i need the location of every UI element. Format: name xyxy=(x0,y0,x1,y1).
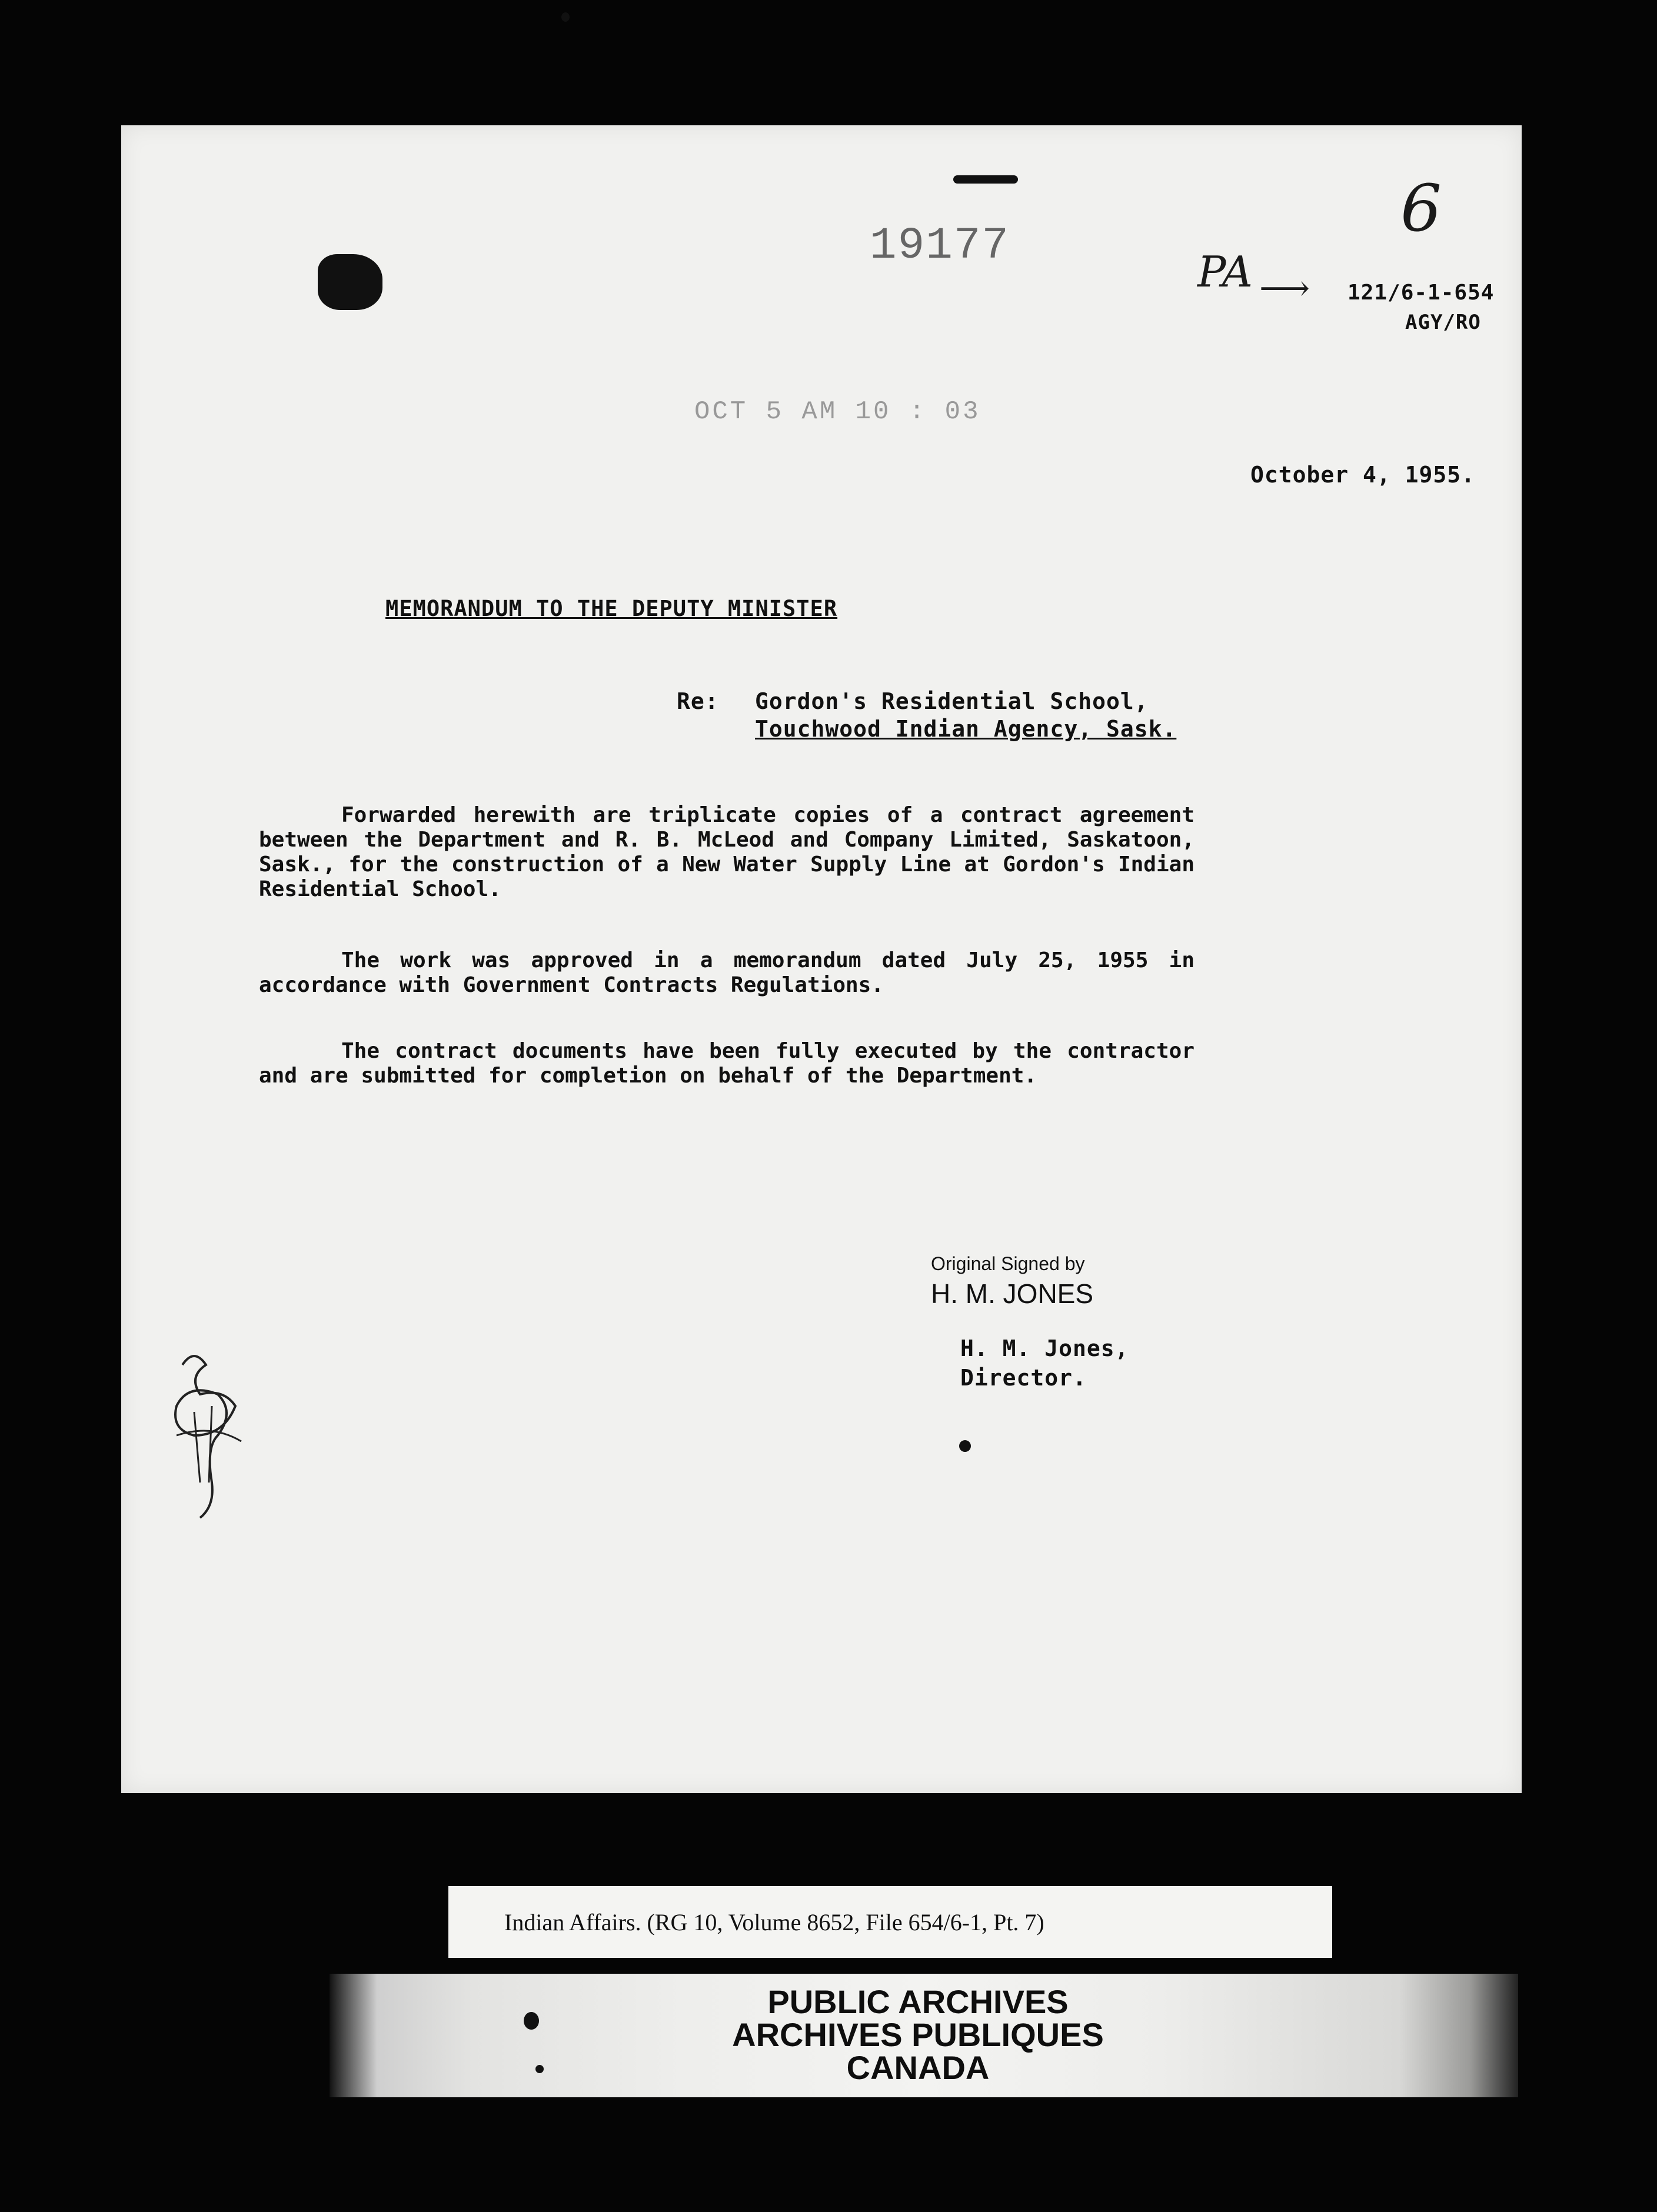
signed-name-stamp: H. M. JONES xyxy=(931,1278,1094,1309)
paragraph-3: The contract documents have been fully executed by the contractor and are submitted for completion on behalf of the Department. xyxy=(259,1039,1194,1088)
original-signed-by: Original Signed by xyxy=(931,1253,1085,1274)
body-paragraph xyxy=(259,948,1194,998)
re-label: Re: xyxy=(677,688,719,714)
archive-line-3: CANADA xyxy=(846,2049,990,2086)
ink-dot xyxy=(959,1440,971,1452)
memo-date: October 4, 1955. xyxy=(1250,462,1476,488)
ink-dot xyxy=(535,2065,544,2073)
paragraph-2: The work was approved in a memorandum dated July 25, 1955 in accordance with Government Contracts Regulations. xyxy=(259,948,1194,997)
re-line-1: Gordon's Residential School, xyxy=(755,688,1149,714)
ink-dot xyxy=(561,12,570,22)
caption-text: Indian Affairs. (RG 10, Volume 8652, File 654/6-1, Pt. 7) xyxy=(504,1908,1044,1936)
body-paragraph xyxy=(259,1039,1194,1088)
body-paragraph xyxy=(259,803,1194,902)
handwritten-initials: PA xyxy=(1197,247,1253,297)
arrow-icon: ⟶ xyxy=(1259,268,1310,309)
memo-heading: MEMORANDUM TO THE DEPUTY MINISTER xyxy=(385,596,838,621)
file-reference-sub: AGY/RO xyxy=(1405,311,1481,334)
archive-line-2: ARCHIVES PUBLIQUES xyxy=(732,2016,1104,2053)
ink-blot xyxy=(524,2012,539,2030)
stamp-number: 19177 xyxy=(870,221,1010,271)
handwritten-initials-scribble xyxy=(159,1341,259,1535)
archive-line-1: PUBLIC ARCHIVES xyxy=(767,1983,1069,2020)
file-reference: 121/6-1-654 xyxy=(1347,281,1495,305)
signatory-title: Director. xyxy=(960,1365,1087,1391)
re-line-2: Touchwood Indian Agency, Sask. xyxy=(755,716,1177,742)
ink-mark xyxy=(953,175,1018,184)
signatory-name: H. M. Jones, xyxy=(960,1335,1129,1361)
received-stamp: OCT 5 AM 10 : 03 xyxy=(694,397,981,427)
handwritten-corner-number: 6 xyxy=(1400,171,1442,246)
ink-blot xyxy=(318,254,382,310)
archive-stamp-text xyxy=(624,1983,1212,2086)
archive-caption xyxy=(448,1886,1332,1958)
paragraph-1: Forwarded herewith are triplicate copies of a contract agreement between the Department and R. B. McLeod and Company Limited, Saskatoon, Sask., for the construction of a New Water Supply Line at Gordon's Indian Residential School. xyxy=(259,803,1194,901)
